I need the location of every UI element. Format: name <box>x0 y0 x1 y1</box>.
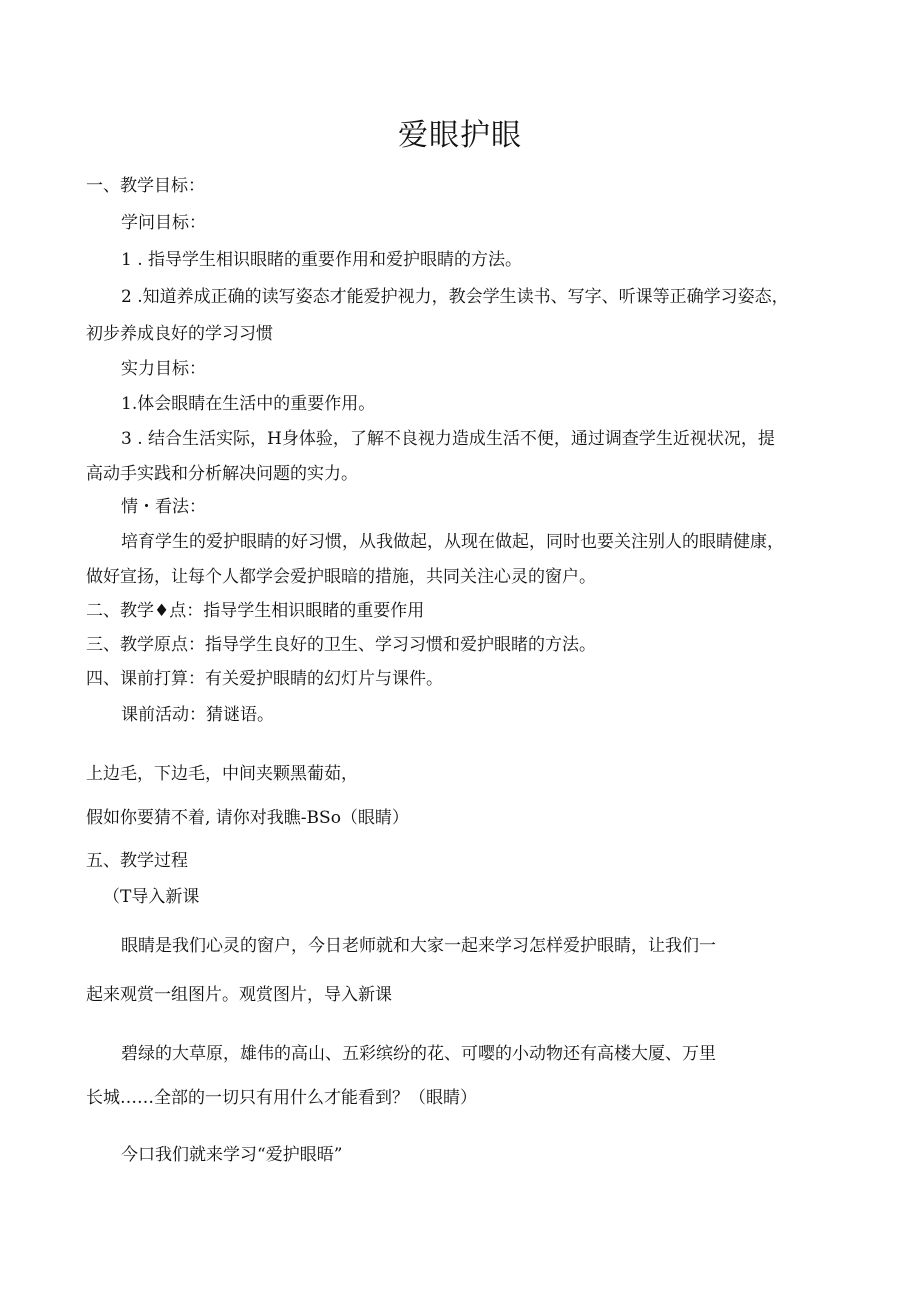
paragraph-line: 高动手实践和分析解决问题的实力。 <box>86 464 358 484</box>
paragraph-line: 眼睛是我们心灵的窗户，今日老师就和大家一起来学习怎样爱护眼睛，让我们一 <box>121 936 716 956</box>
paragraph-line: 2 .知道养成正确的读写姿态才能爱护视力，教会学生读书、写字、听课等正确学习姿态， <box>121 287 789 307</box>
paragraph-line: 做好宣扬，让每个人都学会爱护眼暗的措施，共同关注心灵的窗户。 <box>86 567 596 587</box>
section-heading-teaching-goals: 一、教学目标： <box>86 176 205 196</box>
riddle-line: 假如你要猜不着, 请你对我瞧-BSo（眼睛） <box>86 808 409 828</box>
section-heading-difficult-points: 三、教学原点：指导学生良好的卫生、学习习惯和爱护眼睹的方法。 <box>86 635 596 655</box>
subheading-introduction: （T导入新课 <box>103 887 200 907</box>
section-heading-teaching-process: 五、教学过程 <box>86 851 188 871</box>
section-heading-key-points: 二、教学♦点：指导学生相识眼睹的重要作用 <box>86 601 425 621</box>
subheading-knowledge-goals: 学问目标： <box>121 213 206 233</box>
subheading-attitude-goals: 情・看法： <box>121 497 206 517</box>
paragraph-line: 1.体会眼睛在生活中的重要作用。 <box>121 394 376 414</box>
paragraph-line: 1 . 指导学生相识眼睹的重要作用和爱护眼睛的方法。 <box>121 250 523 270</box>
paragraph-line: 长城……全部的一切只有用什么才能看到？（眼睛） <box>86 1088 477 1108</box>
subheading-ability-goals: 实力目标： <box>121 359 206 379</box>
riddle-line: 上边毛，下边毛，中间夹颗黑葡茹， <box>86 764 358 784</box>
section-heading-preparation: 四、课前打算：有关爱护眼睛的幻灯片与课件。 <box>86 669 443 689</box>
paragraph-line: 课前活动：猜谜语。 <box>121 705 274 725</box>
paragraph-line: 初步养成良好的学习习惯 <box>86 324 273 344</box>
paragraph-line: 培育学生的爱护眼睛的好习惯，从我做起，从现在做起，同时也要关注别人的眼睛健康， <box>121 532 784 552</box>
document-title: 爱眼护眼 <box>398 118 522 154</box>
paragraph-line: 起来观赏一组图片。观赏图片，导入新课 <box>86 985 392 1005</box>
paragraph-line: 今口我们就来学习“爱护眼晤” <box>121 1145 343 1165</box>
paragraph-line: 3 . 结合生活实际，H身体验，了解不良视力造成生活不便，通过调查学生近视状况，提 <box>121 429 775 449</box>
paragraph-line: 碧绿的大草原，雄伟的高山、五彩缤纷的花、可嘤的小动物还有高楼大厦、万里 <box>121 1044 716 1064</box>
